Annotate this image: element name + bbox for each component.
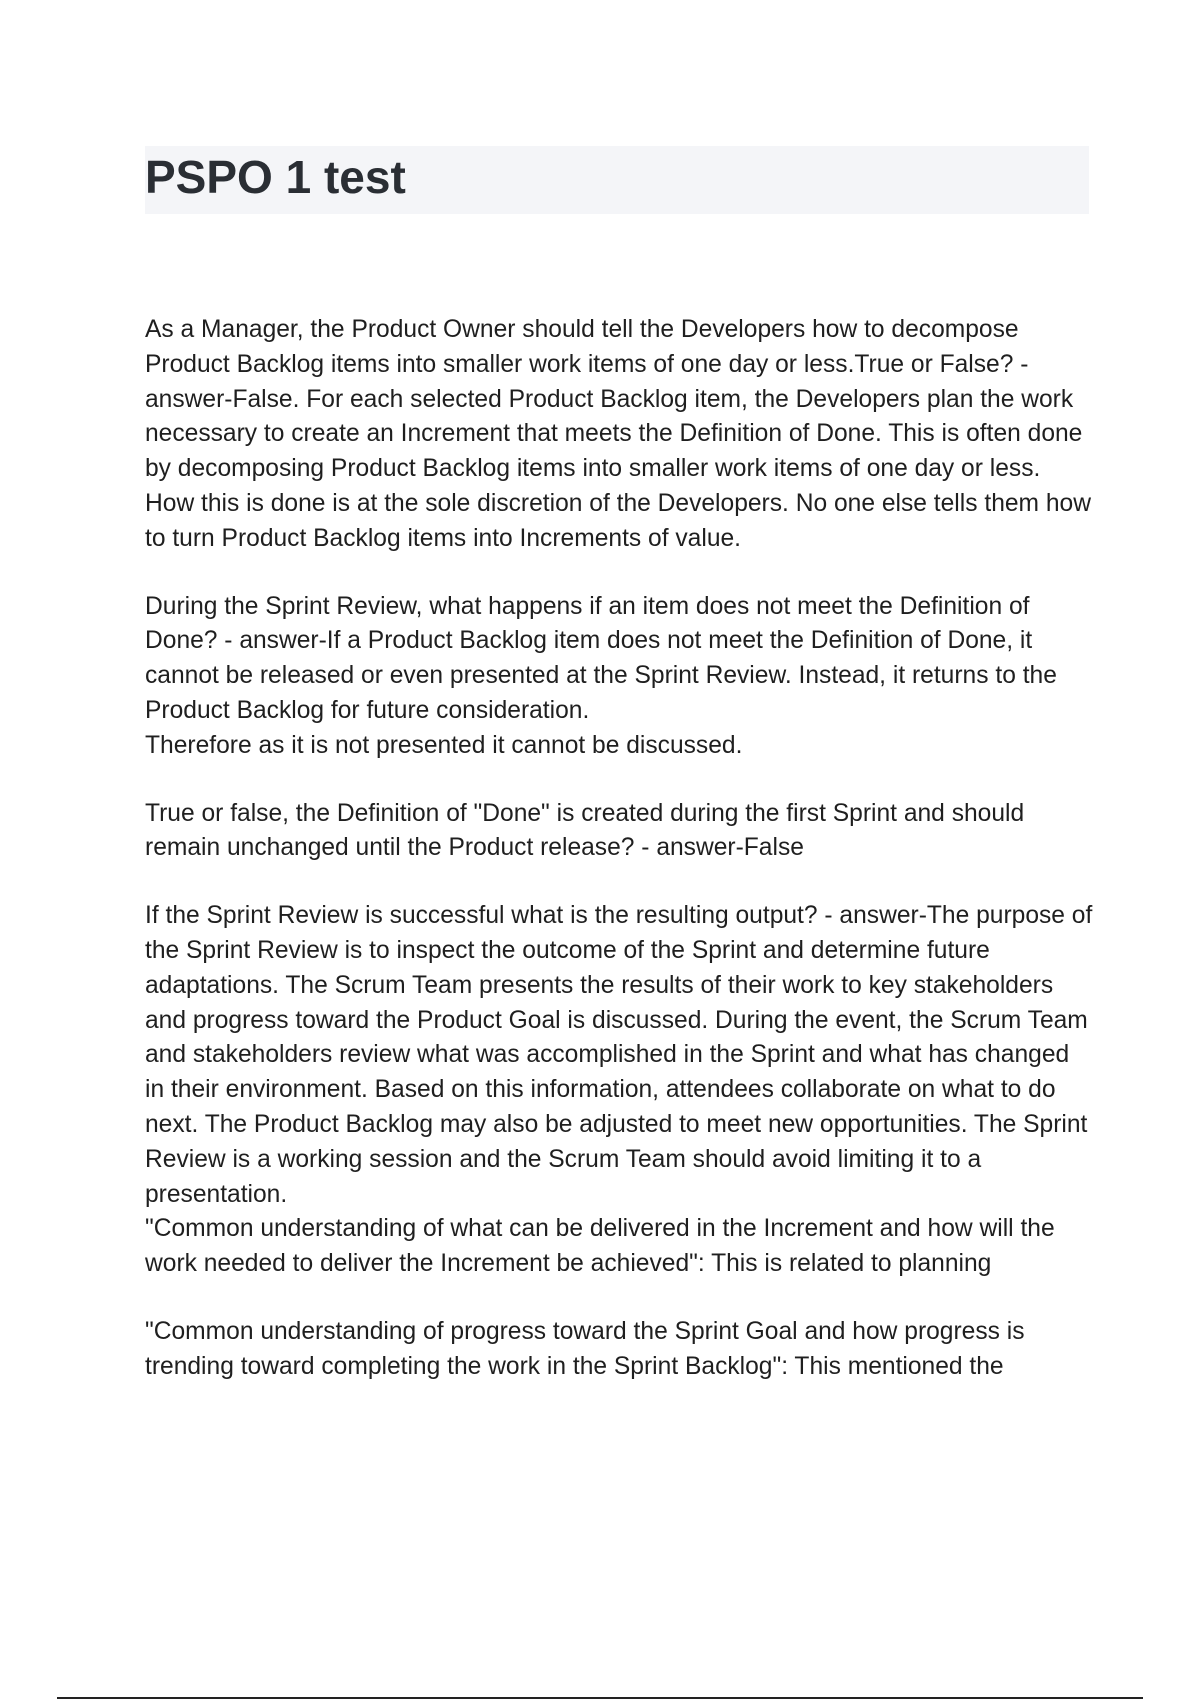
- qa-entry: [145, 1315, 1095, 1385]
- qa-paragraph: True or false, the Definition of "Done" is created during the first Sprint and should remain unchanged until the Product release? - answer-False: [145, 799, 1025, 862]
- footer-divider: [57, 1697, 1143, 1699]
- title-banner: [145, 146, 1089, 214]
- page-title: PSPO 1 test: [145, 151, 406, 203]
- qa-paragraph: "Common understanding of what can be delivered in the Increment and how will the work needed to deliver the Increment be achieved": This is related to planning: [145, 1215, 1055, 1278]
- qa-entry: [145, 797, 1095, 867]
- qa-entry: [145, 590, 1095, 764]
- qa-paragraph: Therefore as it is not presented it cannot be discussed.: [145, 731, 743, 759]
- qa-paragraph: "Common understanding of progress toward the Sprint Goal and how progress is trending toward completing the work in the Sprint Backlog": This mentioned the: [145, 1317, 1025, 1380]
- qa-entry: [145, 899, 1095, 1282]
- qa-paragraph: As a Manager, the Product Owner should tell the Developers how to decompose Product Backlog items into smaller work items of one day or less.True or False? - answer-False. For each selected Product Backlog item, the Developers plan the work necessary to create an Increment that meets the Definition of Done. This is often done by decomposing Product Backlog items into smaller work items of one day or less. How this is done is at the sole discretion of the Developers. No one else tells them how to turn Product Backlog items into Increments of value.: [145, 316, 1091, 552]
- qa-paragraph: If the Sprint Review is successful what is the resulting output? - answer-The purpose of the Sprint Review is to inspect the outcome of the Sprint and determine future adaptations. The Scrum Team presents the results of their work to key stakeholders and progress toward the Product Goal is discussed. During the event, the Scrum Team and stakeholders review what was accomplished in the Sprint and what has changed in their environment. Based on this information, attendees collaborate on what to do next. The Product Backlog may also be adjusted to meet new opportunities. The Sprint Review is a working session and the Scrum Team should avoid limiting it to a presentation.: [145, 902, 1093, 1208]
- qa-paragraph: During the Sprint Review, what happens if an item does not meet the Definition of Done? - answer-If a Product Backlog item does not meet the Definition of Done, it cannot be released or even presented at the Sprint Review. Instead, it returns to the Product Backlog for future consideration.: [145, 592, 1057, 724]
- document-body: [145, 313, 1095, 1418]
- qa-entry: [145, 313, 1095, 557]
